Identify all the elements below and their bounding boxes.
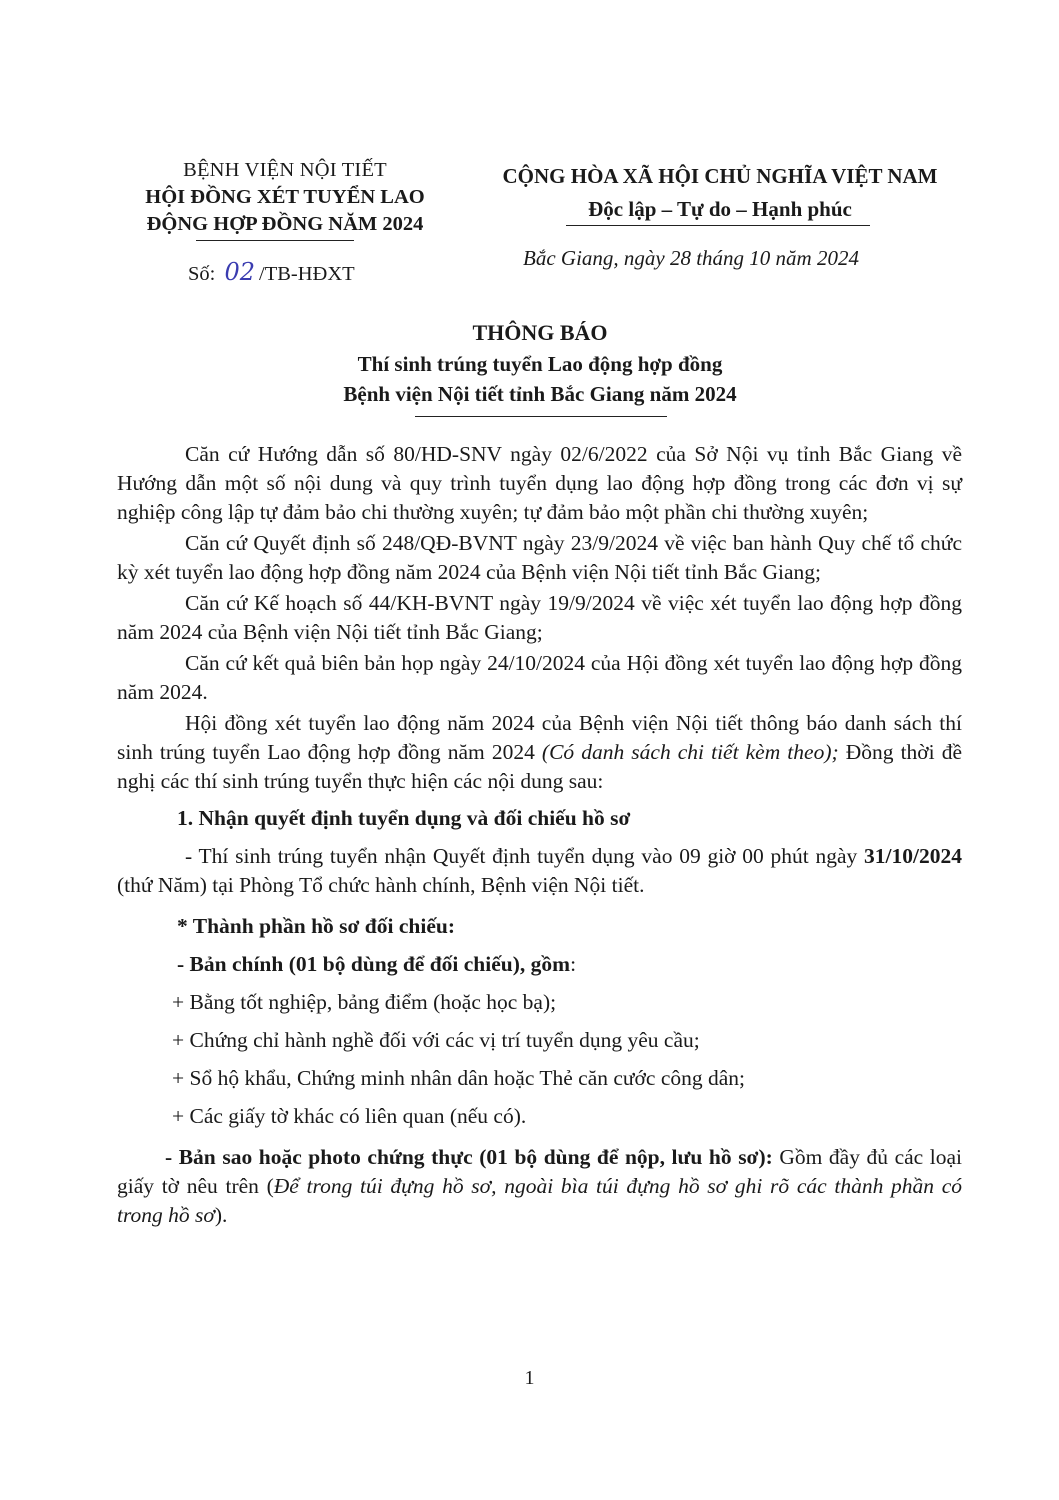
number-label: Số: bbox=[188, 263, 216, 285]
council-name-line2: ĐỘNG HỢP ĐỒNG NĂM 2024 bbox=[146, 213, 424, 235]
legal-basis-3: Căn cứ Kế hoạch số 44/KH-BVNT ngày 19/9/2024 về việc xét tuyển lao động hợp đồng năm 2024 của Bệnh viện Nội tiết tỉnh Bắc Giang; bbox=[117, 591, 962, 644]
documents-heading: * Thành phần hồ sơ đối chiếu: bbox=[177, 914, 455, 938]
copies-text: Gồm đầy đủ các loại giấy tờ nêu trên ( bbox=[117, 1145, 962, 1198]
originals-heading-text: - Bản chính (01 bộ dùng để đối chiếu), gồm bbox=[177, 952, 571, 976]
country-name: CỘNG HÒA XÃ HỘI CHỦ NGHĨA VIỆT NAM bbox=[502, 164, 938, 188]
handwritten-number: 02 bbox=[224, 258, 256, 286]
pickup-text: - Thí sinh trúng tuyển nhận Quyết định tuyển dụng vào 09 giờ 00 phút ngày bbox=[185, 844, 865, 868]
originals-heading-colon: : bbox=[570, 952, 577, 976]
legal-basis-4: Căn cứ kết quả biên bản họp ngày 24/10/2024 của Hội đồng xét tuyển lao động hợp đồng năm 2024. bbox=[117, 651, 962, 704]
legal-basis-1: Căn cứ Hướng dẫn số 80/HD-SNV ngày 02/6/2022 của Sở Nội vụ tỉnh Bắc Giang về Hướng dẫn một số nội dung và quy trình tuyển dụng lao động hợp đồng trong các đơn vị sự nghiệp công lập tự đảm bảo chi thường xuyên; tự đảm bảo một phần chi thường xuyên; bbox=[117, 442, 962, 524]
document-item: + Chứng chỉ hành nghề đối với các vị trí tuyển dụng yêu cầu; bbox=[172, 1028, 700, 1052]
place-and-date: Bắc Giang, ngày 28 tháng 10 năm 2024 bbox=[523, 246, 859, 270]
council-name-line1: HỘI ĐỒNG XÉT TUYỂN LAO bbox=[145, 186, 425, 208]
issuing-organization bbox=[110, 157, 460, 238]
org-underline bbox=[196, 240, 354, 241]
announcement-note: (Có danh sách chi tiết kèm theo); bbox=[541, 740, 839, 764]
document-body bbox=[117, 440, 962, 1232]
pickup-date: 31/10/2024 bbox=[864, 844, 962, 868]
announcement-text: Hội đồng xét tuyển lao động năm 2024 của Bệnh viện Nội tiết thông báo danh sách thí sinh trúng tuyển Lao động hợp đồng năm 2024 bbox=[117, 711, 962, 764]
number-suffix: /TB-HĐXT bbox=[259, 263, 355, 285]
document-item: + Bằng tốt nghiệp, bảng điểm (hoặc học bạ); bbox=[172, 990, 557, 1014]
title-underline bbox=[415, 416, 667, 417]
national-header bbox=[455, 160, 985, 226]
hospital-name: BỆNH VIỆN NỘI TIẾT bbox=[183, 159, 387, 181]
document-item: + Các giấy tờ khác có liên quan (nếu có). bbox=[172, 1104, 527, 1128]
copies-note: Để trong túi đựng hồ sơ, ngoài bìa túi đựng hồ sơ ghi rõ các thành phần có trong hồ sơ bbox=[117, 1174, 962, 1227]
announcement-text-end: Đồng thời đề nghị các thí sinh trúng tuyển thực hiện các nội dung sau: bbox=[117, 740, 962, 793]
page-number: 1 bbox=[524, 1367, 535, 1389]
title-subject-line2: Bệnh viện Nội tiết tỉnh Bắc Giang năm 2024 bbox=[343, 382, 737, 406]
title-main: THÔNG BÁO bbox=[472, 320, 608, 345]
pickup-instruction bbox=[117, 842, 962, 900]
copies-paragraph bbox=[117, 1143, 962, 1230]
document-number bbox=[188, 258, 355, 286]
copies-end: ). bbox=[214, 1203, 228, 1227]
legal-basis-2: Căn cứ Quyết định số 248/QĐ-BVNT ngày 23/9/2024 về việc ban hành Quy chế tổ chức kỳ xét tuyển lao động hợp đồng năm 2024 của Bệnh viện Nội tiết tỉnh Bắc Giang; bbox=[117, 531, 962, 584]
announcement-paragraph bbox=[117, 709, 962, 796]
copies-heading: - Bản sao hoặc photo chứng thực (01 bộ dùng để nộp, lưu hồ sơ): bbox=[165, 1145, 773, 1169]
national-motto: Độc lập – Tự do – Hạnh phúc bbox=[588, 197, 852, 221]
title-subject-line1: Thí sinh trúng tuyển Lao động hợp đồng bbox=[357, 352, 723, 376]
pickup-text-end: (thứ Năm) tại Phòng Tổ chức hành chính, Bệnh viện Nội tiết. bbox=[117, 873, 645, 897]
motto-underline bbox=[566, 225, 870, 226]
originals-heading bbox=[117, 950, 962, 979]
section-1-heading: 1. Nhận quyết định tuyển dụng và đối chiếu hồ sơ bbox=[177, 806, 631, 830]
document-item: + Sổ hộ khẩu, Chứng minh nhân dân hoặc Thẻ căn cước công dân; bbox=[172, 1066, 746, 1090]
document-title bbox=[200, 317, 880, 409]
